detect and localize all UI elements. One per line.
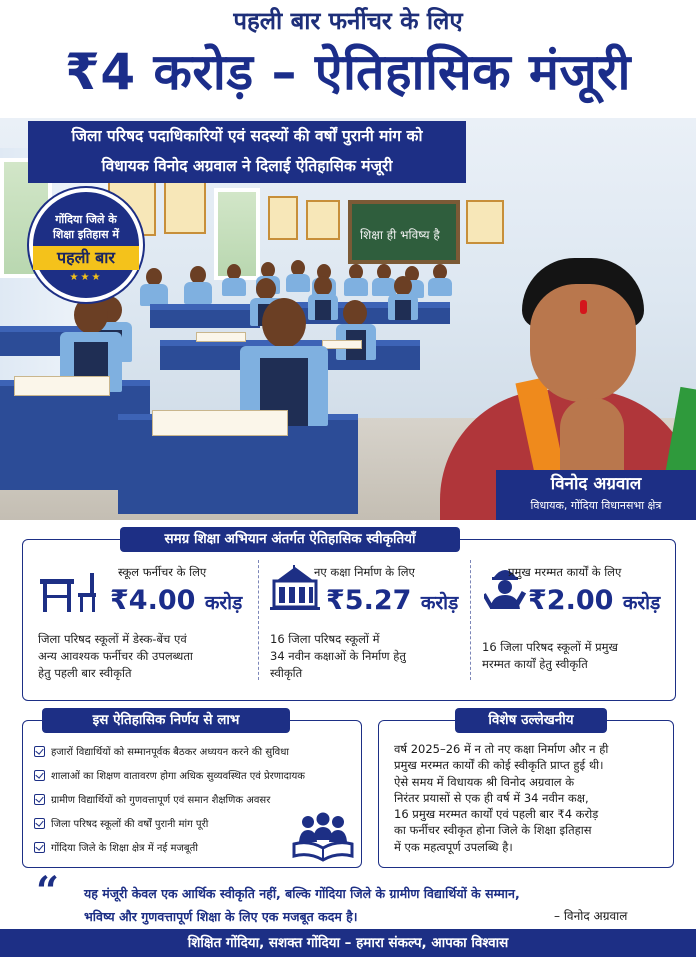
approval-repairs	[482, 555, 672, 695]
headline: ₹4 करोड़ – ऐतिहासिक मंजूरी	[65, 43, 631, 101]
approvals-title: समग्र शिक्षा अभियान अंतर्गत ऐतिहासिक स्वीकृतियाँ	[120, 527, 460, 552]
leader-name-box	[496, 470, 696, 520]
quote-icon: “	[36, 868, 60, 915]
wall-poster	[466, 200, 504, 244]
approval-label: स्कूल फर्नीचर के लिए	[118, 565, 207, 579]
subtitle-line-1: जिला परिषद पदाधिकारियों एवं सदस्यों की वर्षों पुरानी मांग को	[71, 127, 423, 145]
desk-chair-icon	[38, 571, 102, 613]
benefit-item: ग्रामीण विद्यार्थियों को गुणवत्तापूर्ण एवं समान शैक्षणिक अवसर	[34, 792, 270, 806]
badge-ribbon: पहली बार	[33, 246, 139, 270]
approval-amount: ₹4.00 करोड़	[110, 585, 243, 616]
notable-title: विशेष उल्लेखनीय	[455, 708, 607, 733]
subtitle-line-2: विधायक विनोद अग्रवाल ने दिलाई ऐतिहासिक मंजूरी	[101, 157, 393, 175]
approval-classrooms	[270, 555, 470, 695]
tilak	[580, 300, 587, 314]
benefit-item: जिला परिषद स्कूलों की वर्षों पुरानी मांग पूरी	[34, 816, 208, 830]
benefit-item: शालाओं का शिक्षण वातावरण होगा अधिक सुव्यवस्थित एवं प्रेरणादायक	[34, 768, 305, 782]
approval-amount: ₹2.00 करोड़	[528, 585, 661, 616]
check-icon	[34, 746, 45, 757]
kicker-text: पहली बार फर्नीचर के लिए	[233, 7, 463, 35]
subtitle-box	[28, 121, 466, 183]
first-time-badge	[29, 188, 143, 302]
open-book	[152, 410, 288, 436]
desk	[150, 304, 260, 328]
wall-poster	[306, 200, 340, 240]
blackboard	[348, 200, 460, 264]
approval-label: प्रमुख मरम्मत कार्यों के लिए	[508, 565, 622, 579]
header	[0, 0, 696, 118]
stars-icon: ★★★	[69, 272, 103, 283]
approval-amount: ₹5.27 करोड़	[326, 585, 459, 616]
column-divider	[470, 560, 471, 680]
wall-poster	[268, 196, 298, 240]
approval-description: 16 जिला परिषद स्कूलों में 34 नवीन कक्षाओं के निर्माण हेतु स्वीकृति	[270, 632, 406, 680]
school-building-icon	[270, 565, 320, 611]
blackboard-text: शिक्षा ही भविष्य है	[360, 228, 440, 242]
approval-description: जिला परिषद स्कूलों में डेस्क-बेंच एवं अन्य आवश्यक फर्नीचर की उपलब्धता हेतु पहली बार स्वीकृति	[38, 632, 193, 680]
leader-role: विधायक, गोंदिया विधानसभा क्षेत्र	[530, 499, 662, 512]
check-icon	[34, 818, 45, 829]
leader-name: विनोद अग्रवाल	[550, 474, 642, 494]
badge-line-2: शिक्षा इतिहास में	[53, 228, 119, 241]
badge-line-1: गोंदिया जिले के	[55, 213, 117, 226]
benefits-title: इस ऐतिहासिक निर्णय से लाभ	[42, 708, 290, 733]
open-book	[14, 376, 110, 396]
approval-description: 16 जिला परिषद स्कूलों में प्रमुख मरम्मत कार्यों हेतु स्वीकृति	[482, 640, 618, 671]
quote-author: – विनोद अग्रवाल	[554, 909, 628, 923]
check-icon	[34, 842, 45, 853]
benefit-item: गोंदिया जिले के शिक्षा क्षेत्र में नई मजबूती	[34, 840, 198, 854]
check-icon	[34, 770, 45, 781]
quote-text: यह मंजूरी केवल एक आर्थिक स्वीकृति नहीं, बल्कि गोंदिया जिले के ग्रामीण विद्यार्थियों के सम्मान, भविष्य और गुणवत्तापूर्ण शिक्षा के लिए एक मजबूत कदम है।	[84, 886, 520, 924]
students-reading-icon	[292, 812, 354, 862]
notable-text: वर्ष 2025–26 में न तो नए कक्षा निर्माण और न ही प्रमुख मरम्मत कार्यों की कोई स्वीकृति प्राप्त हुई थी। ऐसे समय में विधायक श्री विनोद अग्रवाल के निरंतर प्रयासों से एक ही वर्ष में 34 नवीन कक्ष, 16 प्रमुख मरम्मत कार्यों एवं पहली बार ₹4 करोड़ का फर्नीचर स्वीकृत होना जिले के शिक्षा इतिहास में एक महत्वपूर्ण उपलब्धि है।	[394, 742, 609, 854]
open-book	[322, 340, 362, 349]
approval-furniture	[38, 555, 243, 695]
open-book	[196, 332, 246, 342]
column-divider	[258, 560, 259, 680]
approval-label: नए कक्षा निर्माण के लिए	[314, 565, 415, 579]
check-icon	[34, 794, 45, 805]
wall-poster	[164, 180, 206, 234]
footer-slogan: शिक्षित गोंदिया, सशक्त गोंदिया – हमारा संकल्प, आपका विश्वास	[0, 929, 696, 957]
benefit-item: हजारों विद्यार्थियों को सम्मानपूर्वक बैठकर अध्ययन करने की सुविधा	[34, 744, 289, 758]
